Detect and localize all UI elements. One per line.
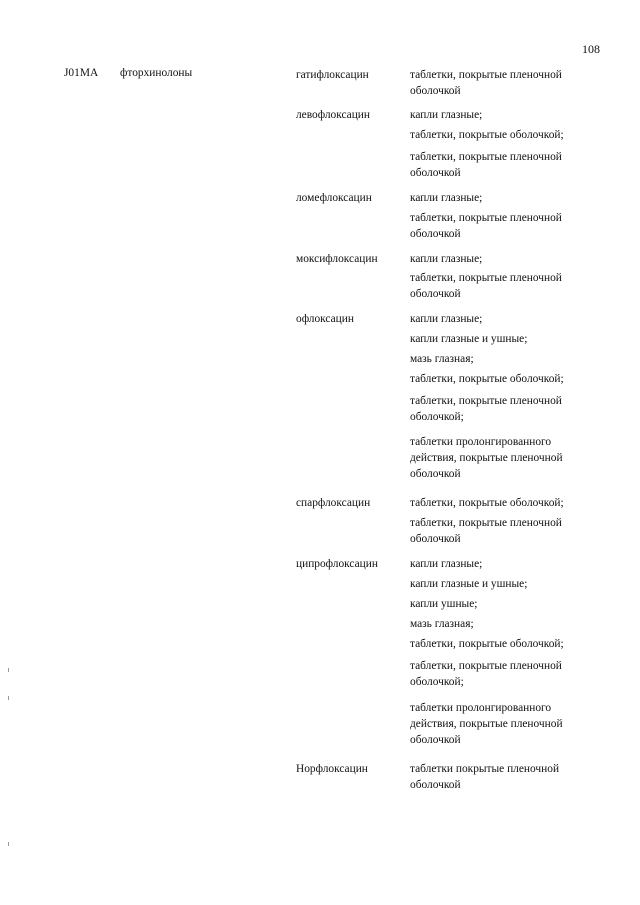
- dosage-form: таблетки, покрытые оболочкой;: [410, 497, 564, 509]
- drug-name: спарфлоксацин: [296, 497, 371, 509]
- scan-speck: [8, 696, 9, 700]
- dosage-form: таблетки, покрытые оболочкой;: [410, 638, 564, 650]
- dosage-form: таблетки, покрытые пленочной оболочкой: [410, 212, 562, 240]
- atc-code: J01MA: [64, 67, 99, 79]
- dosage-form: капли глазные;: [410, 253, 483, 265]
- dosage-form: капли глазные;: [410, 109, 483, 121]
- dosage-form: таблетки, покрытые пленочной оболочкой;: [410, 395, 562, 423]
- drug-name: моксифлоксацин: [296, 253, 378, 265]
- dosage-form: капли глазные;: [410, 558, 483, 570]
- dosage-form: капли ушные;: [410, 598, 478, 610]
- dosage-form: мазь глазная;: [410, 353, 474, 365]
- dosage-form: таблетки, покрытые оболочкой;: [410, 373, 564, 385]
- group-name: фторхинолоны: [120, 67, 193, 79]
- drug-name: левофлоксацин: [296, 109, 370, 121]
- dosage-form: таблетки пролонгированного действия, покрытые пленочной оболочкой: [410, 436, 563, 480]
- scan-speck: [8, 842, 9, 846]
- dosage-form: капли глазные и ушные;: [410, 578, 528, 590]
- dosage-form: таблетки, покрытые пленочной оболочкой;: [410, 660, 562, 688]
- dosage-form: таблетки, покрытые пленочной оболочкой: [410, 517, 562, 545]
- dosage-form: таблетки, покрытые оболочкой;: [410, 129, 564, 141]
- drug-name: ломефлоксацин: [296, 192, 372, 204]
- dosage-form: капли глазные;: [410, 313, 483, 325]
- drug-name: Норфлоксацин: [296, 763, 368, 775]
- dosage-form: таблетки, покрытые пленочной оболочкой: [410, 151, 562, 179]
- dosage-form: таблетки, покрытые пленочной оболочкой: [410, 69, 562, 97]
- dosage-form: таблетки, покрытые пленочной оболочкой: [410, 272, 562, 300]
- drug-name: ципрофлоксацин: [296, 558, 378, 570]
- dosage-form: мазь глазная;: [410, 618, 474, 630]
- page-number: 108: [582, 42, 600, 56]
- scan-speck: [8, 668, 9, 672]
- dosage-form: таблетки пролонгированного действия, покрытые пленочной оболочкой: [410, 702, 563, 746]
- dosage-form: капли глазные и ушные;: [410, 333, 528, 345]
- dosage-form: капли глазные;: [410, 192, 483, 204]
- drug-name: офлоксацин: [296, 313, 354, 325]
- dosage-form: таблетки покрытые пленочной оболочкой: [410, 763, 560, 791]
- drug-name: гатифлоксацин: [296, 69, 369, 81]
